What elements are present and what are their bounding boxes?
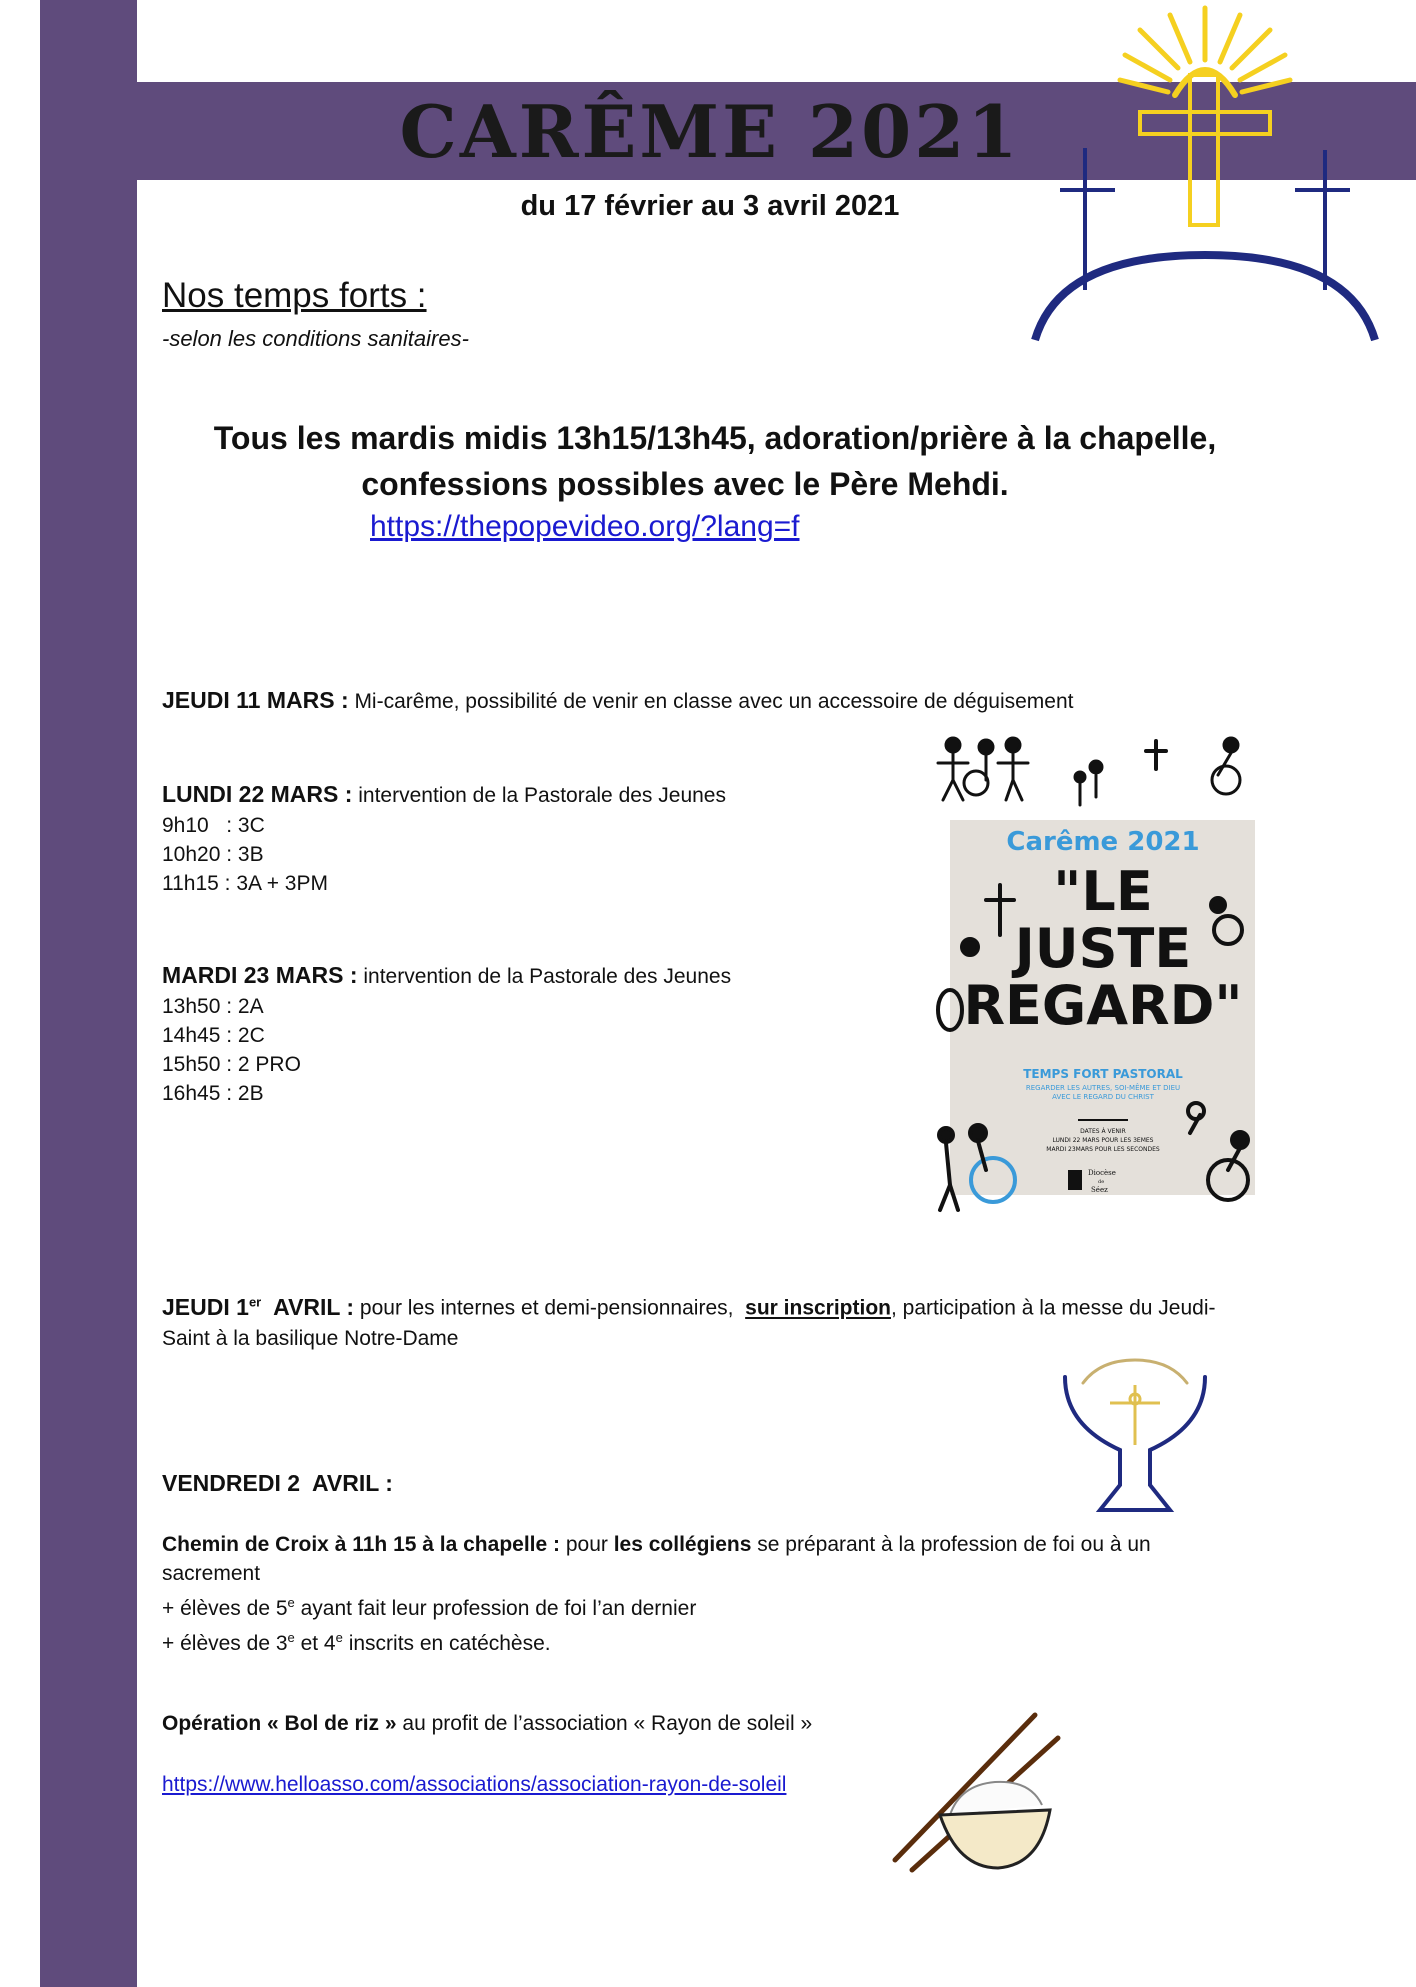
chemin-line-4b: et 4 (294, 1632, 336, 1655)
poster-diocese-1: Diocèse (1088, 1169, 1116, 1177)
schedule-slot: 16h45 : 2B (162, 1082, 264, 1105)
diocese-seal (1068, 1170, 1082, 1190)
poster-subtitle: TEMPS FORT PASTORAL (1023, 1067, 1183, 1081)
poster-dates-2: MARDI 23MARS POUR LES SECONDES (1046, 1146, 1160, 1153)
schedule-slot: 10h20 : 3B (162, 843, 264, 866)
chemin-line-4a: + élèves de 3 (162, 1632, 288, 1655)
event-date: JEUDI 11 MARS : (162, 687, 349, 713)
event-date: VENDREDI 2 AVRIL : (162, 1470, 393, 1496)
popevideo-link[interactable]: https://thepopevideo.org/?lang=f (370, 510, 800, 543)
schedule-slot: 13h50 : 2A (162, 995, 264, 1018)
event-text: Mi-carême, possibilité de venir en classe avec un accessoire de déguisement (348, 690, 1074, 713)
mardi-schedule (162, 992, 301, 1108)
event-text-b: , participation à la messe du Jeudi- (891, 1296, 1216, 1320)
purple-vertical-band (40, 0, 137, 1987)
poster-dates-1: LUNDI 22 MARS POUR LES 3EMES (1052, 1137, 1154, 1144)
rice-bowl-icon (880, 1710, 1080, 1875)
poster-diocese-2: de (1098, 1179, 1105, 1185)
poster-title-2: JUSTE (1014, 917, 1192, 980)
weekly-adoration-line-1: Tous les mardis midis 13h15/13h45, adoration/prière à la chapelle, (213, 420, 1217, 456)
event-lundi-22-mars (162, 779, 726, 811)
chemin-line-3a: + élèves de 5 (162, 1597, 288, 1620)
weekly-adoration-line-2: confessions possibles avec le Père Mehdi. (361, 466, 1009, 502)
event-text: pour les internes et demi-pensionnaires, (354, 1296, 746, 1320)
chemin-de-croix-title: Chemin de Croix à 11h 15 à la chapelle : (162, 1533, 560, 1556)
event-vendredi-2-avril (162, 1468, 393, 1500)
event-jeudi-1-avril (162, 1287, 1272, 1354)
schedule-slot: 11h15 : 3A + 3PM (162, 872, 328, 895)
poster-header: Carême 2021 (1006, 827, 1200, 857)
schedule-slot: 15h50 : 2 PRO (162, 1053, 301, 1076)
chemin-line-4-sup2: e (335, 1630, 343, 1645)
schedule-slot: 9h10 : 3C (162, 814, 265, 837)
chemin-text-1: pour (560, 1533, 614, 1556)
poster-diocese-3: Séez (1091, 1186, 1108, 1194)
section-heading: Nos temps forts : (162, 276, 427, 315)
helloasso-link[interactable]: https://www.helloasso.com/associations/association-rayon-de-soleil (162, 1773, 787, 1796)
event-mardi-23-mars (162, 960, 731, 992)
bol-de-riz-block (162, 1709, 812, 1738)
le-juste-regard-poster (928, 735, 1278, 1225)
poster-title-1: "LE (1053, 860, 1153, 923)
event-jeudi-11-mars (162, 685, 1073, 717)
event-text: intervention de la Pastorale des Jeunes (352, 784, 726, 807)
bol-de-riz-title: Opération « Bol de riz » (162, 1712, 397, 1735)
event-text-line2: Saint à la basilique Notre-Dame (162, 1326, 459, 1350)
event-text: intervention de la Pastorale des Jeunes (357, 965, 732, 988)
chemin-text-2: se préparant à la profession de foi ou à un (751, 1533, 1151, 1556)
chemin-de-croix-block (162, 1530, 1272, 1658)
event-date-b: AVRIL : (261, 1293, 355, 1320)
poster-tagline-2: AVEC LE REGARD DU CHRIST (1052, 1093, 1154, 1101)
event-date: MARDI 23 MARS : (162, 962, 358, 988)
chalice-icon (1055, 1355, 1215, 1515)
poster-dates-head: DATES À VENIR (1080, 1128, 1126, 1135)
poster-tagline-1: REGARDER LES AUTRES, SOI-MÊME ET DIEU (1025, 1084, 1181, 1092)
chemin-line-2: sacrement (162, 1562, 261, 1585)
poster-title-3: REGARD" (963, 974, 1243, 1037)
chemin-bold-2: les collégiens (613, 1533, 752, 1556)
bol-de-riz-text: au profit de l’association « Rayon de soleil » (396, 1712, 813, 1735)
date-range: du 17 février au 3 avril 2021 (520, 190, 900, 222)
event-date: JEUDI 1 (162, 1293, 249, 1320)
chemin-line-3b: ayant fait leur profession de foi l’an dernier (294, 1597, 697, 1620)
sunrise-cross-logo (1030, 0, 1380, 345)
chemin-line-4-sup1: e (287, 1630, 295, 1645)
schedule-slot: 14h45 : 2C (162, 1024, 265, 1047)
chemin-line-4c: inscrits en catéchèse. (342, 1632, 551, 1655)
registration-note: sur inscription (745, 1296, 891, 1320)
lundi-schedule (162, 811, 328, 898)
chemin-line-3-sup: e (287, 1595, 295, 1610)
event-date-sup: er (248, 1294, 262, 1309)
section-subtitle: -selon les conditions sanitaires- (162, 326, 469, 351)
page-title: CARÊME 2021 (399, 89, 1021, 174)
event-date: LUNDI 22 MARS : (162, 781, 353, 807)
